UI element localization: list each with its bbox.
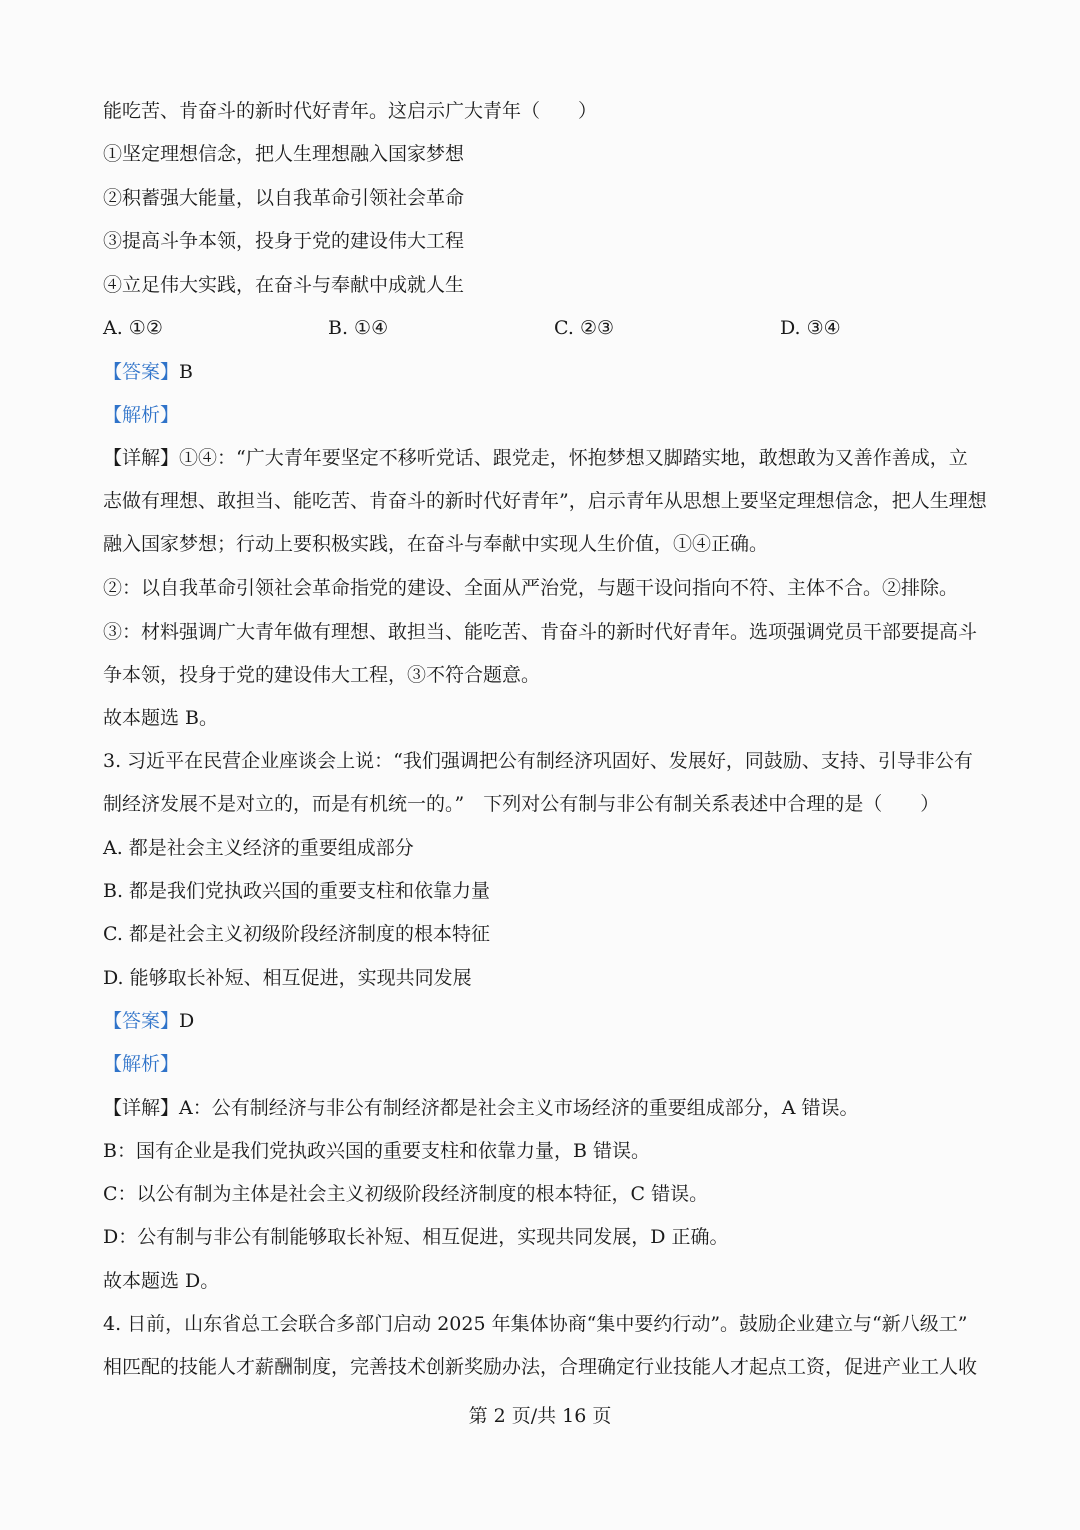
- detail-tag: 【详解】: [103, 447, 180, 469]
- statement-2: ②积蓄强大能量，以自我革命引领社会革命: [103, 187, 465, 209]
- q3-option-a: A. 都是社会主义经济的重要组成部分: [103, 837, 414, 859]
- q3-option-b: B. 都是我们党执政兴国的重要支柱和依靠力量: [103, 880, 491, 902]
- q3-detail-line: B：国有企业是我们党执政兴国的重要支柱和依靠力量，B 错误。: [103, 1140, 650, 1162]
- statement-3: ③提高斗争本领，投身于党的建设伟大工程: [103, 230, 465, 252]
- q2-detail-line: ②：以自我革命引领社会革命指党的建设、全面从严治党，与题干设问指向不符、主体不合。②排除。: [103, 577, 959, 599]
- q2-answer: [103, 359, 193, 385]
- answer-value: D: [179, 1010, 195, 1032]
- q3-detail-line: 【详解】A：公有制经济与非公有制经济都是社会主义市场经济的重要组成部分，A 错误。: [103, 1097, 859, 1119]
- q4-stem: 4. 日前，山东省总工会联合多部门启动 2025 年集体协商“集中要约行动”。鼓励企业建立与“新八级工”: [103, 1313, 968, 1335]
- answer-tag: 【答案】: [103, 361, 180, 383]
- answer-tag: 【答案】: [103, 1010, 180, 1032]
- q2-option-a: A. ①②: [103, 317, 163, 339]
- q3-answer: [103, 1008, 194, 1034]
- q3-stem: 3. 习近平在民营企业座谈会上说：“我们强调把公有制经济巩固好、发展好，同鼓励、支持、引导非公有: [103, 750, 973, 772]
- q2-conclusion: 故本题选 B。: [103, 707, 219, 729]
- q2-detail-line: ③：材料强调广大青年做有理想、敢担当、能吃苦、肯奋斗的新时代好青年。选项强调党员干部要提高斗: [103, 621, 978, 643]
- q2-detail-line: 【详解】①④：“广大青年要坚定不移听党话、跟党走，怀抱梦想又脚踏实地，敢想敢为又善作善成，立: [103, 447, 968, 469]
- q3-conclusion: 故本题选 D。: [103, 1270, 220, 1292]
- q3-stem: 制经济发展不是对立的，而是有机统一的。” 下列对公有制与非公有制关系表述中合理的是（ ）: [103, 793, 940, 815]
- q3-detail-line: D：公有制与非公有制能够取长补短、相互促进，实现共同发展，D 正确。: [103, 1226, 729, 1248]
- q2-option-c: C. ②③: [554, 317, 615, 339]
- q4-stem: 相匹配的技能人才薪酬制度，完善技术创新奖励办法，合理确定行业技能人才起点工资，促进产业工人收: [103, 1356, 978, 1378]
- q2-option-d: D. ③④: [780, 317, 841, 339]
- q3-analysis-tag: 【解析】: [103, 1053, 180, 1075]
- answer-value: B: [179, 361, 193, 383]
- q2-detail-line: 融入国家梦想；行动上要积极实践，在奋斗与奉献中实现人生价值，①④正确。: [103, 533, 769, 555]
- statement-4: ④立足伟大实践，在奋斗与奉献中成就人生: [103, 274, 465, 296]
- q2-detail-line: 争本领，投身于党的建设伟大工程，③不符合题意。: [103, 664, 541, 686]
- text-line: 能吃苦、肯奋斗的新时代好青年。这启示广大青年（ ）: [103, 100, 598, 122]
- statement-1: ①坚定理想信念，把人生理想融入国家梦想: [103, 143, 465, 165]
- q3-option-d: D. 能够取长补短、相互促进，实现共同发展: [103, 967, 472, 989]
- q3-option-c: C. 都是社会主义初级阶段经济制度的根本特征: [103, 923, 490, 945]
- detail-tag: 【详解】: [103, 1097, 180, 1119]
- q2-analysis-tag: 【解析】: [103, 404, 180, 426]
- q2-option-b: B. ①④: [328, 317, 389, 339]
- q3-detail-line: C：以公有制为主体是社会主义初级阶段经济制度的根本特征，C 错误。: [103, 1183, 709, 1205]
- page-footer: 第 2 页/共 16 页: [468, 1405, 612, 1427]
- q2-detail-line: 志做有理想、敢担当、能吃苦、肯奋斗的新时代好青年”，启示青年从思想上要坚定理想信念，把人生理想: [103, 490, 987, 512]
